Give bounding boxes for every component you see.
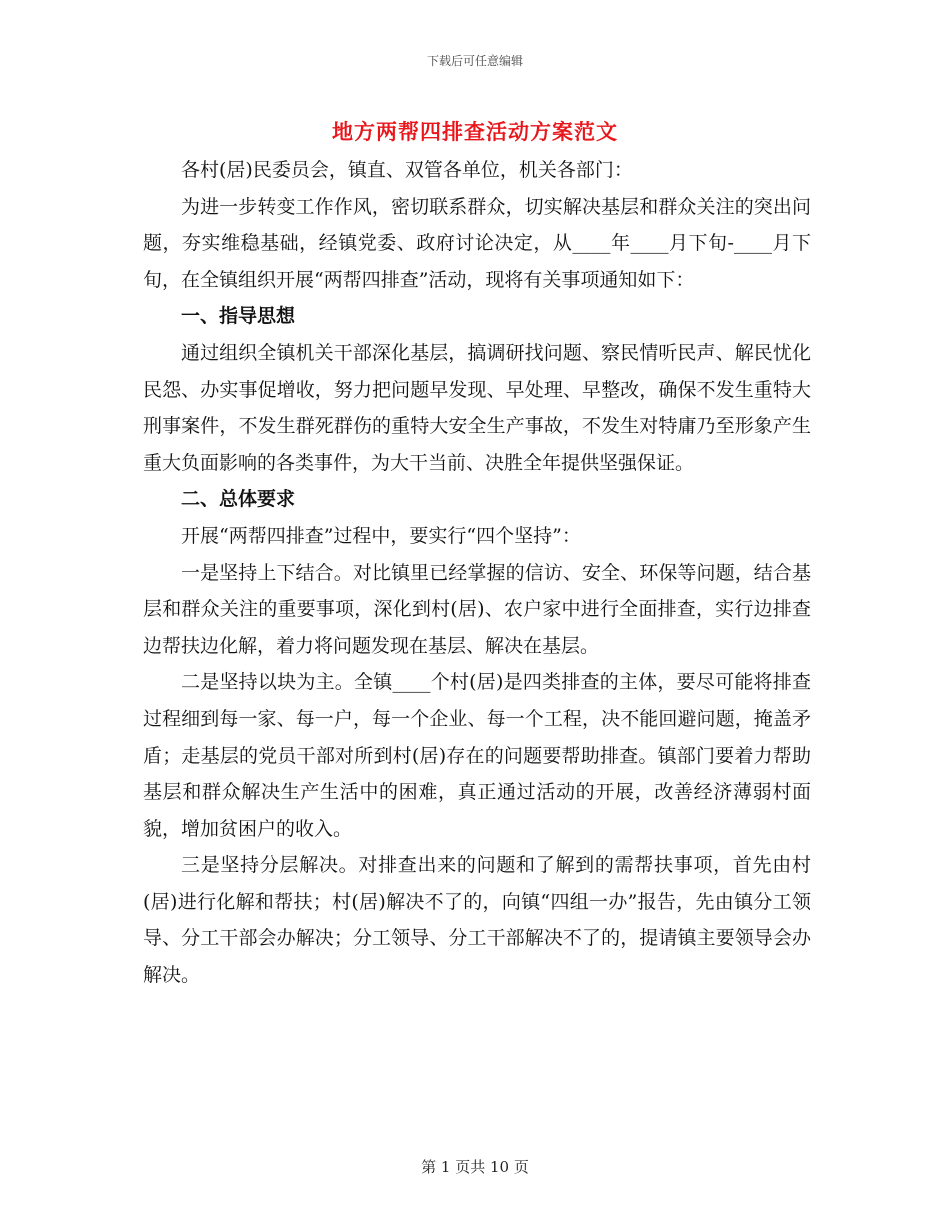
section-heading-guiding-ideology: 一、指导思想 [181, 305, 296, 328]
intro-paragraph: 为进一步转变工作作风，密切联系群众，切实解决基层和群众关注的突出问题，夯实维稳基础，经镇党委、政府讨论决定，从____年____月下旬-____月下旬，在全镇组织开展“两帮四排查”活动，现将有关事项通知如下： [143, 195, 811, 291]
guiding-ideology-paragraph: 通过组织全镇机关干部深化基层，搞调研找问题、察民情听民声、解民忧化民怨、办实事促增收，努力把问题早发现、早处理、早整改，确保不发生重特大刑事案件，不发生群死群伤的重特大安全生产事故，不发生对特庸乃至形象产生重大负面影响的各类事件，为大干当前、决胜全年提供坚强保证。 [143, 341, 811, 474]
section-heading-overall-requirements: 二、总体要求 [181, 488, 296, 511]
insist-one-paragraph: 一是坚持上下结合。对比镇里已经掌握的信访、安全、环保等问题，结合基层和群众关注的重要事项，深化到村(居)、农户家中进行全面排查，实行边排查边帮扶边化解，着力将问题发现在基层、解决在基层。 [143, 561, 811, 657]
document-title: 地方两帮四排查活动方案范文 [332, 119, 618, 144]
four-insists-paragraph: 开展“两帮四排查”过程中，要实行“四个坚持”： [181, 524, 581, 547]
page-footer: 第 1 页共 10 页 [421, 1158, 529, 1176]
insist-three-paragraph: 三是坚持分层解决。对排查出来的问题和了解到的需帮扶事项，首先由村(居)进行化解和帮扶；村(居)解决不了的，向镇“四组一办”报告，先由镇分工领导、分工干部会办解决；分工领导、分工干部解决不了的，提请镇主要领导会办解决。 [143, 854, 811, 987]
header-note: 下载后可任意编辑 [426, 54, 523, 68]
insist-two-paragraph: 二是坚持以块为主。全镇____个村(居)是四类排查的主体，要尽可能将排查过程细到每一家、每一户，每一个企业、每一个工程，决不能回避问题，掩盖矛盾；走基层的党员干部对所到村(居)存在的问题要帮助排查。镇部门要着力帮助基层和群众解决生产生活中的困难，真正通过活动的开展，改善经济薄弱村面貌，增加贫困户的收入。 [143, 671, 811, 840]
document-body [143, 152, 811, 994]
salutation: 各村(居)民委员会，镇直、双管各单位，机关各部门： [181, 159, 633, 181]
